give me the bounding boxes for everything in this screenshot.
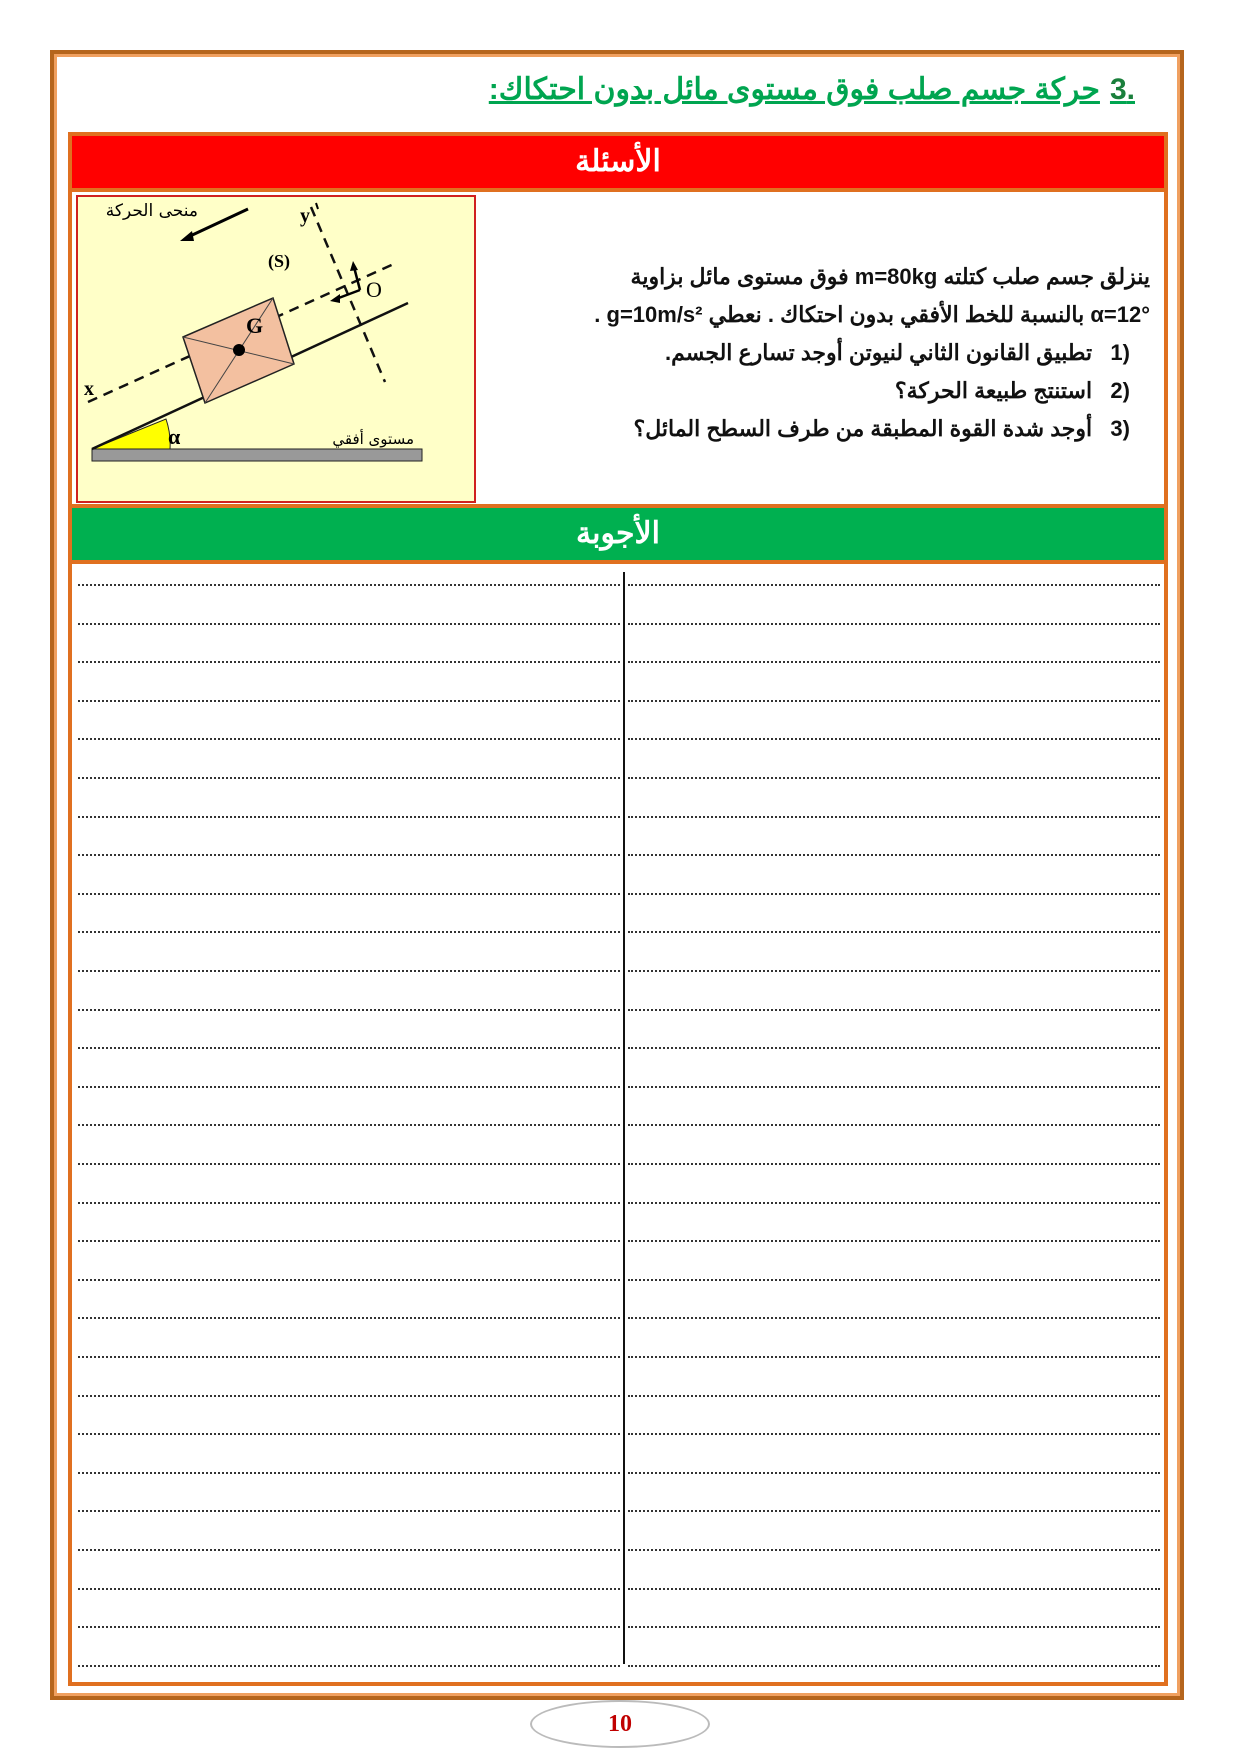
problem-statement: ينزلق جسم صلب كتلته m=80kg فوق مستوى مائل بزاوية α=12° بالنسبة للخط الأفقي بدون احتكاك . نعطي g=10m/s² . (1 تطبيق القانون الثاني لنيوتن أوجد تسارع الجسم. (2 استنتج طبيعة الحركة؟ (3 أوجد شدة القوة المطبقة من طرف السطح المائل؟ [510,258,1150,448]
answer-line[interactable] [78,1588,620,1590]
question-item: (2 استنتج طبيعة الحركة؟ [894,378,1130,403]
answer-line[interactable] [78,1433,620,1435]
answer-line[interactable] [628,931,1160,933]
answer-line[interactable] [628,1395,1160,1397]
answer-line[interactable] [78,777,620,779]
answer-line[interactable] [628,1202,1160,1204]
answer-line[interactable] [628,623,1160,625]
answer-area[interactable] [68,556,1168,1686]
answer-line[interactable] [78,1047,620,1049]
page-number: 10 [530,1700,710,1748]
question-item: (3 أوجد شدة القوة المطبقة من طرف السطح المائل؟ [633,416,1130,441]
svg-text:x: x [84,378,94,400]
answer-line[interactable] [78,1317,620,1319]
answer-line[interactable] [628,1626,1160,1628]
svg-text:y: y [300,205,310,227]
section-title: .3حركة جسم صلب فوق مستوى مائل بدون احتكاك: [488,73,1135,106]
motion-direction-label: منحى الحركة [105,201,198,221]
answer-line[interactable] [628,970,1160,972]
answer-line[interactable] [78,1163,620,1165]
answer-line[interactable] [628,1240,1160,1242]
answer-line[interactable] [628,1472,1160,1474]
answer-line[interactable] [628,1510,1160,1512]
answer-line[interactable] [628,1549,1160,1551]
svg-text:G: G [246,313,264,338]
question-item: (1 تطبيق القانون الثاني لنيوتن أوجد تسارع الجسم. [665,340,1130,365]
svg-text:مستوى أفقي: مستوى أفقي [332,430,414,448]
answer-line[interactable] [78,816,620,818]
answer-line[interactable] [628,1279,1160,1281]
answer-line[interactable] [628,854,1160,856]
answer-line[interactable] [78,1395,620,1397]
answer-line[interactable] [78,893,620,895]
questions-header: الأسئلة [68,132,1168,192]
answer-line[interactable] [628,1356,1160,1358]
answer-line[interactable] [78,1086,620,1088]
answer-line[interactable] [78,661,620,663]
answer-line[interactable] [628,816,1160,818]
answer-line[interactable] [78,1202,620,1204]
svg-text:(S): (S) [268,251,290,271]
answer-line[interactable] [78,931,620,933]
answer-line[interactable] [78,738,620,740]
answer-line[interactable] [628,1163,1160,1165]
answer-line[interactable] [628,700,1160,702]
answer-line[interactable] [78,1472,620,1474]
answer-line[interactable] [628,893,1160,895]
answer-line[interactable] [628,1665,1160,1667]
answer-line[interactable] [628,584,1160,586]
answer-line[interactable] [628,1588,1160,1590]
answer-line[interactable] [628,1047,1160,1049]
answer-line[interactable] [628,777,1160,779]
answer-line[interactable] [628,738,1160,740]
answer-line[interactable] [78,1124,620,1126]
answer-line[interactable] [78,1356,620,1358]
answer-line[interactable] [78,623,620,625]
answer-line[interactable] [78,1240,620,1242]
answer-line[interactable] [78,700,620,702]
answer-line[interactable] [628,1086,1160,1088]
inclined-plane-diagram [76,195,476,503]
answer-line[interactable] [628,1124,1160,1126]
answer-line[interactable] [78,1279,620,1281]
answer-line[interactable] [78,970,620,972]
answer-line[interactable] [78,854,620,856]
answer-line[interactable] [628,1317,1160,1319]
answer-line[interactable] [628,1433,1160,1435]
answer-line[interactable] [78,1626,620,1628]
svg-text:α: α [168,424,181,449]
answer-line[interactable] [78,584,620,586]
answers-header: الأجوبة [68,504,1168,564]
svg-text:O: O [366,277,382,302]
answer-line[interactable] [628,1009,1160,1011]
answer-line[interactable] [78,1009,620,1011]
answer-line[interactable] [78,1549,620,1551]
answer-line[interactable] [628,661,1160,663]
column-divider [623,572,625,1664]
answer-line[interactable] [78,1510,620,1512]
answer-line[interactable] [78,1665,620,1667]
